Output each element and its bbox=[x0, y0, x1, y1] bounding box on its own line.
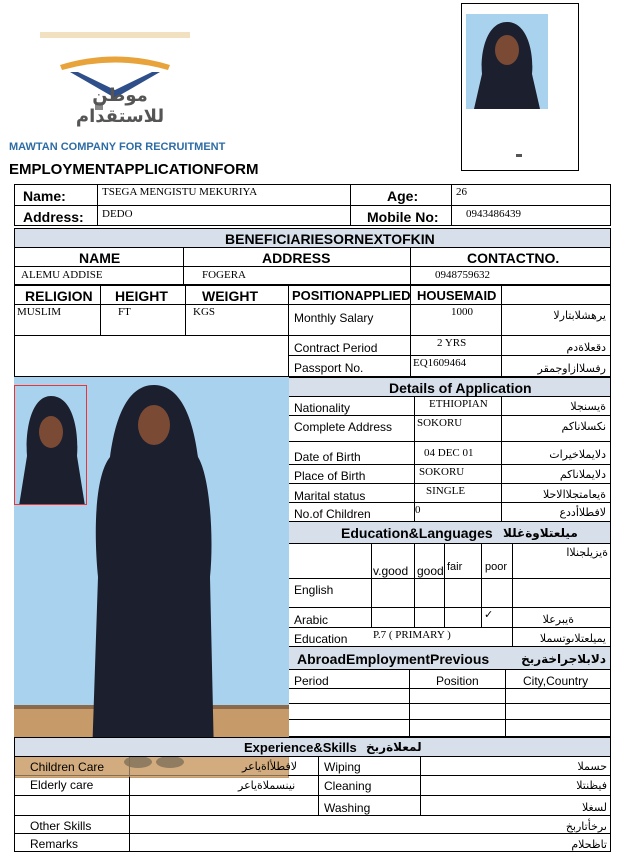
kin-contact-header: CONTACTNO. bbox=[467, 250, 560, 266]
height-value-cell bbox=[100, 304, 186, 336]
position-header-cell bbox=[288, 285, 411, 305]
contract-value: 2 YRS bbox=[437, 337, 467, 349]
education-row bbox=[288, 627, 611, 647]
other-skills-ar: ىرخأتاربخ bbox=[565, 820, 607, 833]
cleaning-label: Cleaning bbox=[324, 779, 372, 793]
weight-value-cell bbox=[185, 304, 289, 336]
mobile-label-cell bbox=[350, 205, 452, 226]
lang-divider-1 bbox=[371, 543, 372, 628]
education-header bbox=[288, 521, 611, 544]
passport-photo bbox=[466, 14, 548, 109]
details-divider-2 bbox=[501, 396, 502, 522]
inset-person-icon bbox=[15, 386, 87, 505]
complete-address-label: Complete Address bbox=[294, 420, 393, 434]
children-ar: لافطلاأددع bbox=[559, 506, 606, 519]
education-title: Education&Languages bbox=[341, 525, 493, 541]
abroad-header bbox=[288, 646, 611, 670]
dob-label: Date of Birth bbox=[294, 450, 361, 464]
address-value-cell bbox=[97, 205, 351, 226]
children-value: 0 bbox=[415, 504, 421, 516]
passport-ar: رفسلاازاوجمقر bbox=[537, 362, 606, 375]
pob-label: Place of Birth bbox=[294, 469, 366, 483]
position-extra-cell bbox=[501, 285, 611, 305]
pob-ar: دلايملاناكم bbox=[559, 468, 606, 481]
abroad-title: AbroadEmploymentPrevious bbox=[297, 651, 490, 667]
photo-mark bbox=[516, 154, 522, 157]
applicant-name: TSEGA MENGISTU MEKURIYA bbox=[102, 186, 258, 198]
abroad-row bbox=[288, 703, 611, 720]
form-title: EMPLOYMENTAPPLICATIONFORM bbox=[9, 161, 259, 178]
marital-ar: ةيعامتجلاالاحلا bbox=[542, 488, 606, 501]
left-empty-cell bbox=[14, 335, 289, 377]
skills-title-ar: لمعلاةربخ bbox=[366, 740, 422, 754]
elderly-care-label: Elderly care bbox=[30, 778, 94, 792]
contract-ar: دقعلاةدم bbox=[566, 341, 606, 354]
details-header bbox=[288, 377, 611, 397]
kin-section-title: BENEFICIARIESORNEXTOFKIN bbox=[225, 231, 435, 247]
marital-value: SINGLE bbox=[426, 485, 466, 497]
children-care-label: Children Care bbox=[30, 760, 105, 774]
col-fair: fair bbox=[447, 561, 463, 573]
lang-header-row bbox=[288, 543, 611, 579]
applicant-mobile: 0943486439 bbox=[466, 208, 521, 220]
address-label-cell bbox=[14, 205, 98, 226]
address-label: Address: bbox=[23, 209, 84, 225]
weight-header-cell bbox=[185, 285, 289, 305]
lang-divider-6 bbox=[512, 627, 513, 647]
complete-address-ar: نكسلاناكم bbox=[561, 420, 606, 433]
arabic-ar: ةيبرعلا bbox=[542, 613, 574, 626]
age-label: Age: bbox=[387, 188, 419, 204]
education-title-ar: ميلعتلاوةغللا bbox=[503, 526, 578, 540]
kin-address-cell bbox=[183, 266, 411, 285]
nationality-ar: ةيسنجلا bbox=[570, 400, 606, 413]
col-good: good bbox=[417, 564, 444, 578]
kin-section-header bbox=[14, 228, 611, 248]
lang-divider-4 bbox=[481, 543, 482, 628]
nationality-label: Nationality bbox=[294, 401, 351, 415]
abroad-divider-1 bbox=[409, 669, 410, 737]
detail-row-pob bbox=[288, 464, 611, 484]
elderly-care-ar: نينسملاةياعر bbox=[238, 779, 296, 792]
kin-contact-header-cell bbox=[410, 247, 611, 267]
name-value-cell bbox=[97, 184, 351, 206]
complete-address-value: SOKORU bbox=[417, 417, 463, 429]
remarks-ar: تاظحلام bbox=[571, 838, 607, 851]
contract-ar-cell bbox=[501, 335, 611, 356]
details-divider-1 bbox=[414, 396, 415, 522]
contract-label: Contract Period bbox=[294, 341, 378, 355]
washing-ar: لسغلا bbox=[581, 801, 607, 814]
skills-line bbox=[14, 833, 611, 834]
salary-ar-cell bbox=[501, 304, 611, 336]
marital-label: Marital status bbox=[294, 489, 366, 503]
detail-row-dob bbox=[288, 441, 611, 465]
company-logo bbox=[40, 30, 190, 130]
company-name: MAWTAN COMPANY FOR RECRUITMENT bbox=[9, 141, 226, 153]
salary-ar: يرهشلابتارلا bbox=[553, 309, 606, 322]
kin-name: ALEMU ADDISE bbox=[21, 269, 103, 281]
kin-address: FOGERA bbox=[202, 269, 247, 281]
weight-value: KGS bbox=[193, 306, 216, 318]
height-header-cell bbox=[100, 285, 186, 305]
kin-name-header: NAME bbox=[79, 250, 121, 266]
lang-divider-3 bbox=[444, 543, 445, 628]
dob-ar: دلايملاخيرات bbox=[549, 448, 606, 461]
pob-value: SOKORU bbox=[419, 466, 465, 478]
arabic-check-icon: ✓ bbox=[484, 608, 494, 621]
col-poor: poor bbox=[485, 561, 508, 573]
arabic-row bbox=[288, 607, 611, 628]
kin-name-header-cell bbox=[14, 247, 184, 267]
skills-line bbox=[14, 815, 611, 816]
age-label-cell bbox=[350, 184, 452, 206]
passport-label: Passport No. bbox=[294, 361, 364, 375]
contract-value-cell bbox=[410, 335, 502, 356]
detail-row-nationality bbox=[288, 396, 611, 416]
other-skills-label: Other Skills bbox=[30, 819, 92, 833]
salary-label-cell bbox=[288, 304, 411, 336]
lang-divider-2 bbox=[414, 543, 415, 628]
applicant-address: DEDO bbox=[102, 208, 133, 220]
position-value-cell bbox=[410, 285, 502, 305]
col-vgood: v.good bbox=[373, 564, 409, 578]
religion-value: MUSLIM bbox=[17, 306, 62, 318]
height-value: FT bbox=[118, 306, 131, 318]
position-value: HOUSEMAID bbox=[417, 288, 497, 303]
english-row bbox=[288, 578, 611, 608]
religion-header: RELIGION bbox=[25, 288, 93, 304]
skills-line bbox=[14, 795, 611, 796]
lang-divider-5 bbox=[512, 543, 513, 628]
salary-value: 1000 bbox=[451, 306, 473, 318]
children-care-ar: لافطلأاةياعر bbox=[242, 760, 297, 773]
abroad-position-header: Position bbox=[436, 674, 479, 688]
nationality-value: ETHIOPIAN bbox=[429, 398, 488, 410]
skills-header bbox=[14, 737, 611, 757]
skills-divider bbox=[318, 756, 319, 816]
age-value-cell bbox=[451, 184, 611, 206]
kin-contact-cell bbox=[410, 266, 611, 285]
full-body-photo bbox=[14, 377, 289, 778]
details-title: Details of Application bbox=[389, 380, 532, 396]
name-label: Name: bbox=[23, 188, 66, 204]
education-value: P.7 ( PRIMARY ) bbox=[373, 629, 451, 641]
salary-label: Monthly Salary bbox=[294, 311, 374, 325]
applicant-age: 26 bbox=[456, 186, 467, 198]
religion-header-cell bbox=[14, 285, 101, 305]
skills-title: Experience&Skills bbox=[244, 740, 357, 755]
skills-divider bbox=[420, 756, 421, 816]
detail-row-address bbox=[288, 415, 611, 442]
religion-value-cell bbox=[14, 304, 101, 336]
detail-row-marital bbox=[288, 483, 611, 503]
cleaning-ar: فيظنتلا bbox=[576, 779, 607, 792]
education-label: Education bbox=[294, 632, 348, 646]
wiping-label: Wiping bbox=[324, 760, 361, 774]
abroad-period-header: Period bbox=[294, 674, 329, 688]
abroad-row bbox=[288, 688, 611, 704]
weight-header: WEIGHT bbox=[202, 288, 258, 304]
lang-ar-label: ةيزيلجنلاا bbox=[566, 546, 608, 559]
position-header: POSITIONAPPLIED bbox=[292, 288, 411, 303]
kin-name-cell bbox=[14, 266, 184, 285]
abroad-row bbox=[288, 719, 611, 737]
wiping-ar: حسملا bbox=[577, 760, 607, 773]
height-header: HEIGHT bbox=[115, 288, 168, 304]
abroad-col-header-row bbox=[288, 669, 611, 689]
arabic-label: Arabic bbox=[294, 613, 329, 627]
salary-value-cell bbox=[410, 304, 502, 336]
abroad-divider-2 bbox=[505, 669, 506, 737]
abroad-title-ar: دلابلاجراخةربخ bbox=[521, 652, 606, 666]
name-label-cell bbox=[14, 184, 98, 206]
passport-value: EQ1609464 bbox=[413, 357, 467, 369]
logo-arabic-text: موطن للاستقدام bbox=[75, 85, 165, 127]
kin-address-header-cell bbox=[183, 247, 411, 267]
person-silhouette-icon bbox=[466, 14, 548, 109]
children-label: No.of Children bbox=[294, 507, 371, 521]
kin-address-header: ADDRESS bbox=[262, 250, 331, 266]
washing-label: Washing bbox=[324, 801, 371, 815]
passport-ar-cell bbox=[501, 355, 611, 377]
kin-contact: 0948759632 bbox=[435, 269, 490, 281]
inset-photo bbox=[14, 385, 87, 505]
contract-label-cell bbox=[288, 335, 411, 356]
passport-photo-frame bbox=[461, 3, 579, 171]
passport-value-cell bbox=[410, 355, 502, 377]
abroad-city-header: City,Country bbox=[523, 674, 589, 688]
education-ar: يميلعتلاىوتسملا bbox=[539, 632, 606, 645]
english-label: English bbox=[294, 583, 334, 597]
detail-row-children bbox=[288, 502, 611, 522]
remarks-label: Remarks bbox=[30, 837, 79, 851]
mobile-label: Mobile No: bbox=[367, 209, 439, 225]
mobile-value-cell bbox=[451, 205, 611, 226]
passport-label-cell bbox=[288, 355, 411, 377]
dob-value: 04 DEC 01 bbox=[424, 447, 474, 459]
